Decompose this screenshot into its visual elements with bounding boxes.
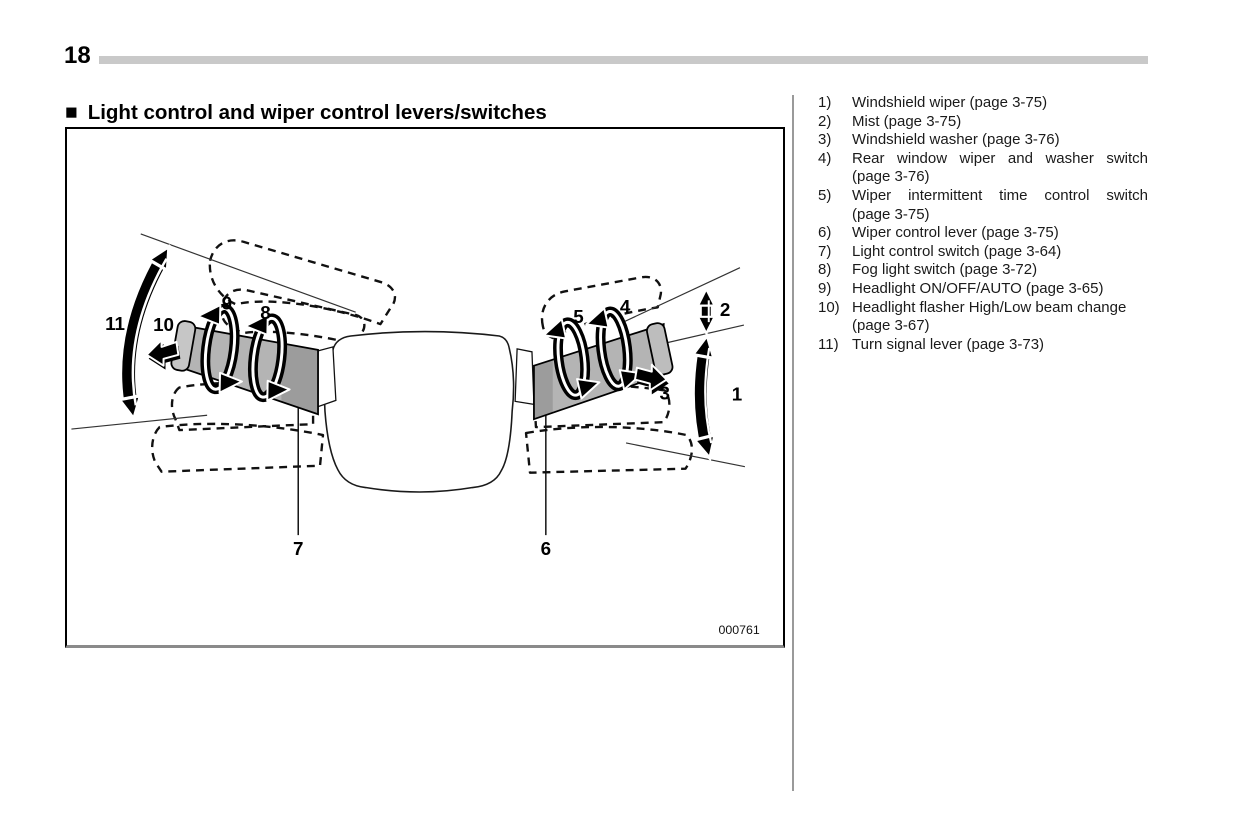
legend-item-8 [818, 261, 1148, 280]
legend-item-text: Windshield wiper (page 3-75) [852, 94, 1048, 111]
legend-item-text: Wiper intermittent time control switch [852, 186, 1148, 204]
steering-column-diagram [65, 127, 785, 648]
callout-label-7: 7 [292, 537, 304, 559]
callout-label-9: 9 [221, 292, 233, 314]
legend-item-text-line2: (page 3-75) [852, 205, 930, 223]
callout-label-10: 10 [153, 314, 174, 336]
page-number: 18 [64, 42, 91, 69]
callout-label-5: 5 [573, 306, 584, 328]
dashed-position-right-down-outer [526, 427, 692, 473]
legend-item-text: Light control switch (page 3-64) [852, 242, 1062, 260]
callout-label-11: 11 [105, 313, 125, 335]
legend-item-text: Windshield washer (page 3-76) [852, 131, 1060, 149]
steering-hub [325, 332, 514, 492]
left-stalk-light-control-lever [170, 320, 318, 414]
legend-item-6 [818, 224, 1148, 243]
legend-item-4 [818, 150, 1148, 187]
legend-item-number: 11) [818, 335, 839, 353]
legend-list [818, 94, 1148, 354]
diagram-svg [67, 129, 783, 645]
legend-item-number: 10) [818, 298, 840, 316]
dashed-position-left-down-outer [152, 424, 323, 472]
legend-item-5 [818, 187, 1148, 224]
figure-code: 000761 [718, 623, 760, 638]
legend-item-2 [818, 113, 1148, 132]
section-heading [65, 101, 547, 125]
range-line-left-top [141, 234, 356, 312]
callout-label-3: 3 [659, 382, 670, 404]
legend-item-text: Fog light switch (page 3-72) [852, 261, 1038, 279]
legend-item-number: 8) [818, 261, 832, 279]
legend-item-number: 4) [818, 149, 832, 167]
section-title: Light control and wiper control levers/switches [87, 101, 547, 124]
dashed-position-left-up-outer [210, 240, 395, 324]
legend-item-number: 7) [818, 242, 832, 260]
legend-item-1 [818, 94, 1148, 113]
legend-item-7 [818, 243, 1148, 262]
callout-label-4: 4 [619, 296, 631, 318]
callout-label-6: 6 [540, 537, 552, 559]
section-bullet-icon: ■ [65, 100, 78, 124]
legend-item-number: 3) [818, 131, 832, 149]
legend-item-number: 6) [818, 224, 832, 242]
movement-arrow-2 [706, 297, 708, 325]
column-divider [792, 95, 794, 791]
legend-item-text: Headlight ON/OFF/AUTO (page 3-65) [852, 279, 1104, 297]
legend-item-9 [818, 280, 1148, 299]
legend-item-text: Wiper control lever (page 3-75) [852, 224, 1059, 242]
callout-label-2: 2 [719, 299, 731, 321]
legend-item-number: 9) [818, 279, 832, 297]
legend-item-3 [818, 131, 1148, 150]
legend-item-number: 5) [818, 186, 832, 204]
legend-item-number: 1) [818, 94, 832, 111]
header-rule [99, 56, 1148, 64]
right-stalk-boot [515, 349, 534, 404]
legend-item-11 [818, 336, 1148, 355]
legend-item-text: Headlight flasher High/Low beam change [852, 298, 1127, 316]
legend-item-text-line2: (page 3-76) [852, 168, 930, 186]
legend-item-text: Rear window wiper and washer switch [852, 149, 1148, 167]
legend-item-number: 2) [818, 112, 832, 130]
range-line-left-bottom [71, 415, 207, 429]
legend-item-10 [818, 299, 1148, 336]
movement-arrow-1 [701, 346, 711, 448]
left-stalk-boot [316, 347, 336, 407]
callout-label-8: 8 [260, 302, 271, 324]
callout-label-1: 1 [731, 383, 743, 405]
legend-item-text-line2: (page 3-67) [852, 317, 930, 335]
range-line-right-bottom [626, 443, 745, 467]
legend-item-text: Turn signal lever (page 3-73) [852, 335, 1045, 353]
legend-item-text: Mist (page 3-75) [852, 112, 962, 130]
